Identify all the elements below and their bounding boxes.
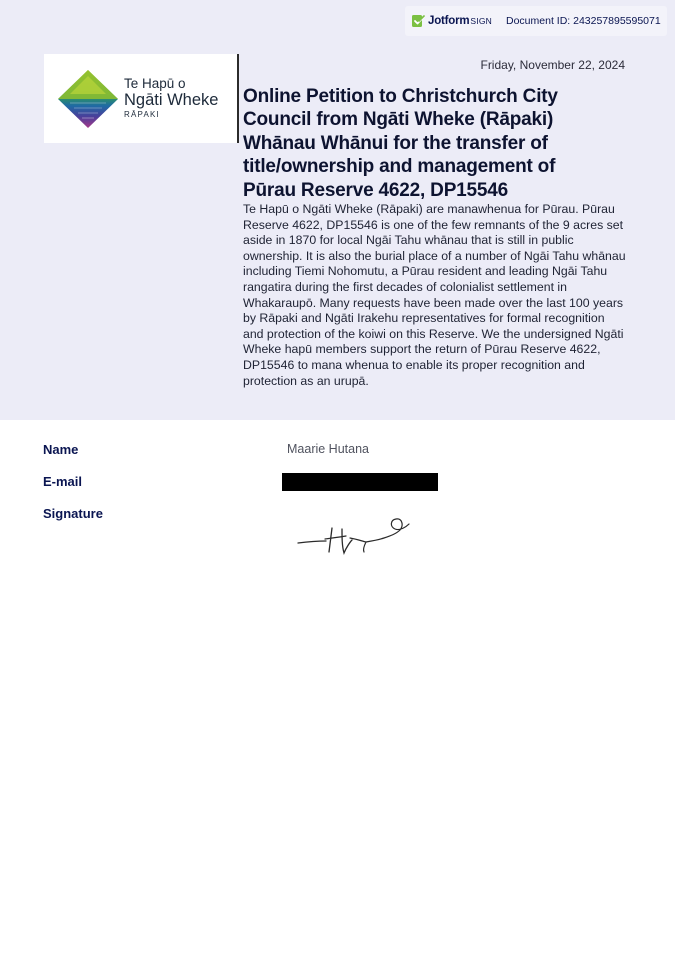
logo-divider: [237, 54, 239, 143]
email-value-redacted: [282, 473, 438, 491]
name-value: Maarie Hutana: [287, 442, 369, 456]
name-label: Name: [43, 442, 79, 457]
jotform-brand-suffix: SIGN: [470, 16, 492, 26]
email-label: E-mail: [43, 474, 83, 489]
organization-logo: [44, 54, 237, 143]
jotform-logo-icon: [411, 14, 425, 28]
jotform-brand-word: Jotform: [428, 15, 470, 27]
signature-label: Signature: [43, 506, 103, 521]
petition-description: Te Hapū o Ngāti Wheke (Rāpaki) are manawhenua for Pūrau. Pūrau Reserve 4622, DP15546 is one of the few remnants of the 9 acres set aside in 1870 for local Ngāi Tahu whānau that is still in public ownership. It is also the burial place of a number of Ngāi Tahu whānau including Tiemi Nohomutu, a Pūrau resident and leading Ngāi Tahu rangatira during the first decades of colonialist settlement in Whakaraupō. Many requests have been made over the last 100 years by Rāpaki and Ngāti Irakehu representatives for formal recognition and protection of the koiwi on this Reserve. We the undersigned Ngāti Wheke hapū members support the return of Pūrau Reserve 4622, DP15546 to mana whenua to enable its proper recognition and protection as an urupā.: [243, 202, 626, 388]
signature-image: [292, 508, 417, 560]
document-id: Document ID: 243257895595071: [506, 15, 661, 27]
document-id-badge: [405, 6, 667, 36]
logo-line-1: Te Hapū o: [124, 76, 186, 91]
jotform-logo: [411, 14, 492, 28]
document-date: Friday, November 22, 2024: [480, 58, 625, 72]
logo-line-2: Ngāti Wheke: [124, 91, 219, 109]
petition-title: Online Petition to Christchurch City Council from Ngāti Wheke (Rāpaki) Whānau Whānui for the transfer of title/ownership and management of Pūrau Reserve 4622, DP15546: [243, 86, 558, 201]
mountain-emblem-icon: [56, 68, 120, 130]
logo-wordmark: [124, 76, 218, 121]
logo-line-3: RĀPAKI: [124, 110, 160, 119]
